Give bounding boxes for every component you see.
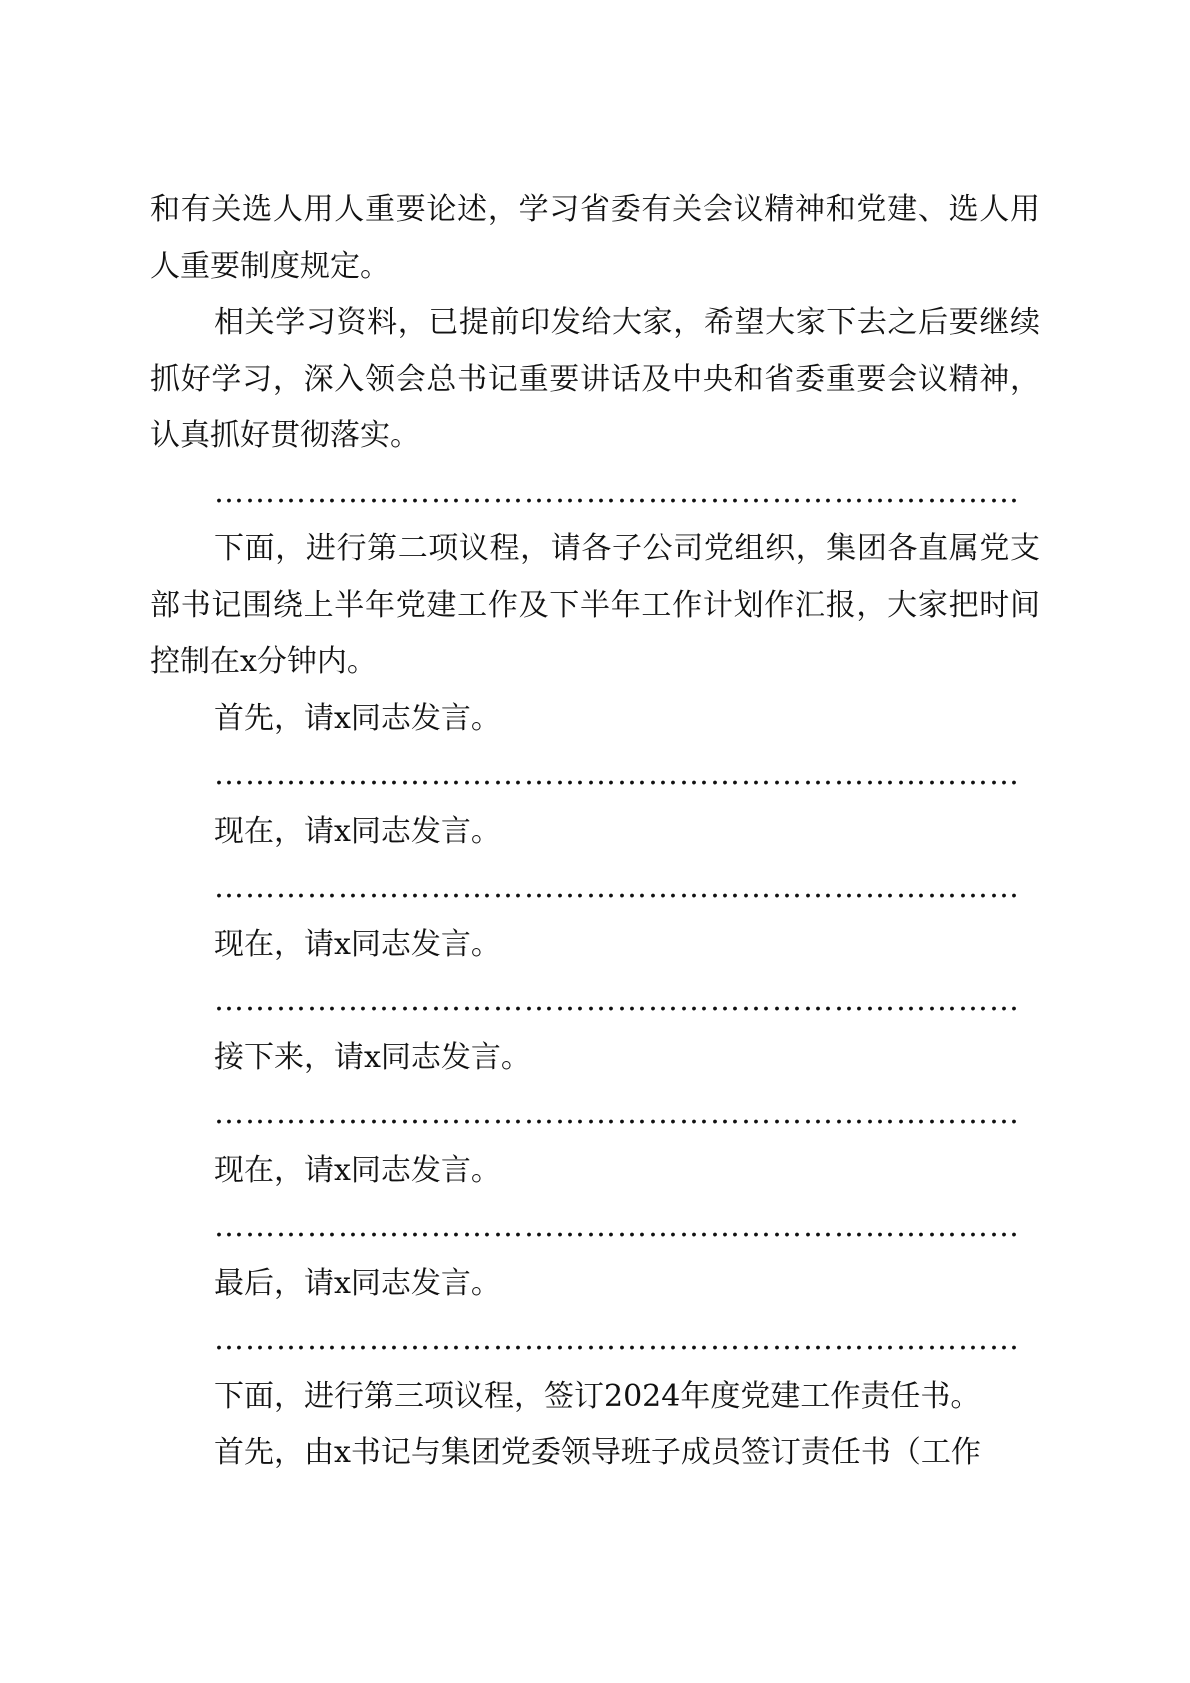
paragraph-speaker-6: 最后，请x同志发言。 — [214, 1265, 501, 1301]
paragraph-1: 和有关选人用人重要论述，学习省委有关会议精神和党建、选人用人重要制度规定。 — [150, 192, 1040, 284]
paragraph-agenda-3: 下面，进行第三项议程，签订2024年度党建工作责任书。 — [214, 1378, 981, 1414]
ellipsis-separator-4: …………………………………………………………………… — [214, 983, 1020, 1018]
paragraph-speaker-5: 现在，请x同志发言。 — [214, 1152, 501, 1188]
document-body — [150, 182, 1040, 1482]
ellipsis-separator-3: …………………………………………………………………… — [214, 870, 1020, 905]
ellipsis-separator-6: …………………………………………………………………… — [214, 1209, 1020, 1244]
paragraph-speaker-4: 接下来，请x同志发言。 — [214, 1039, 531, 1075]
paragraph-speaker-2: 现在，请x同志发言。 — [214, 813, 501, 849]
ellipsis-separator-1: …………………………………………………………………… — [214, 474, 1020, 510]
paragraph-speaker-3: 现在，请x同志发言。 — [214, 926, 501, 962]
ellipsis-separator-7: …………………………………………………………………… — [214, 1322, 1020, 1357]
ellipsis-separator-2: …………………………………………………………………… — [214, 757, 1020, 792]
paragraph-agenda-2: 下面，进行第二项议程，请各子公司党组织，集团各直属党支部书记围绕上半年党建工作及下半年工作计划作汇报，大家把时间控制在x分钟内。 — [150, 531, 1040, 679]
ellipsis-separator-5: …………………………………………………………………… — [214, 1096, 1020, 1131]
paragraph-speaker-1: 首先，请x同志发言。 — [214, 700, 501, 736]
paragraph-signing: 首先，由x书记与集团党委领导班子成员签订责任书（工作 — [214, 1435, 981, 1470]
paragraph-2: 相关学习资料，已提前印发给大家，希望大家下去之后要继续抓好学习，深入领会总书记重要讲话及中央和省委重要会议精神，认真抓好贯彻落实。 — [150, 305, 1040, 453]
